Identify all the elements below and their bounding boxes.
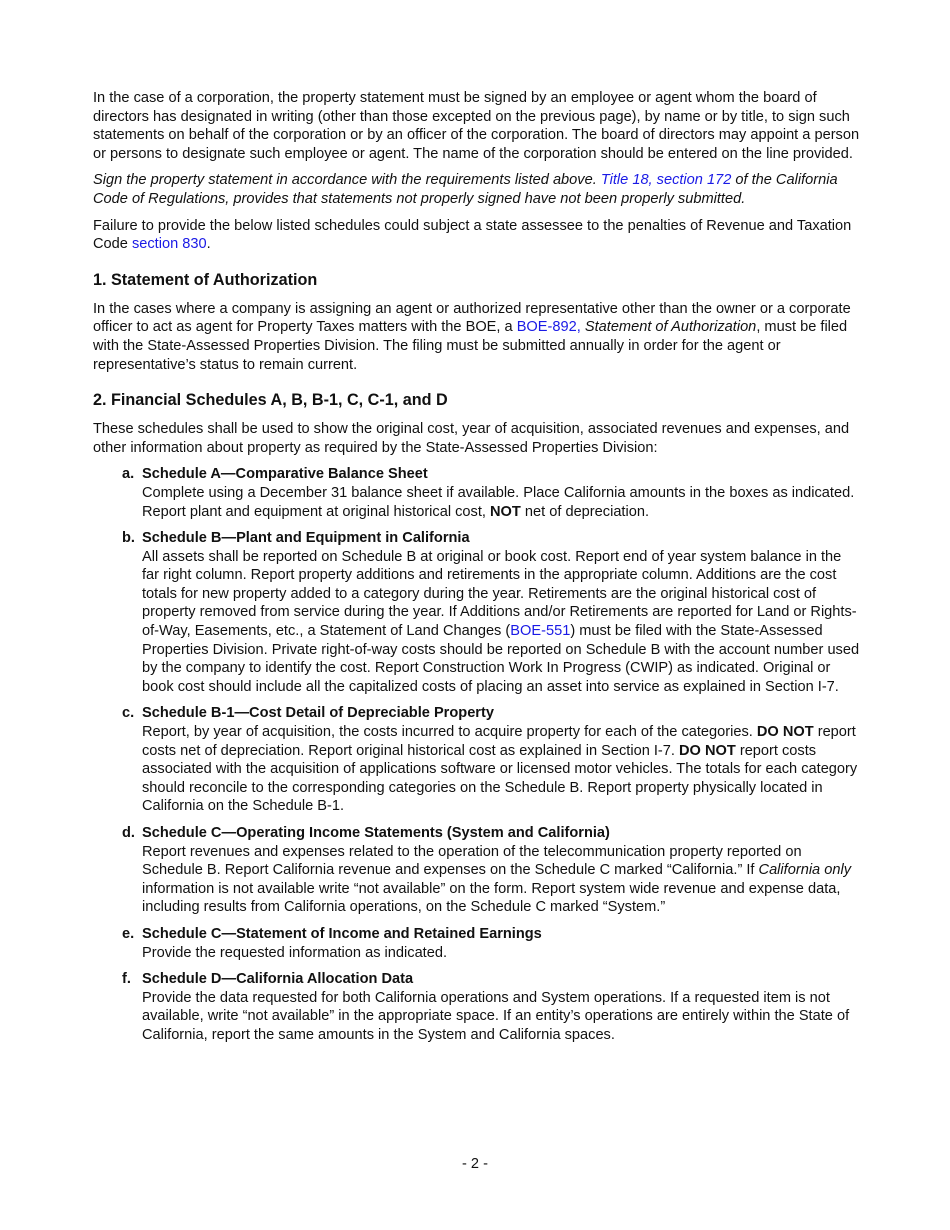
financial-schedules-heading: 2. Financial Schedules A, B, B-1, C, C-1, and D	[93, 391, 448, 410]
schedule-item-e	[93, 925, 861, 962]
item-letter: c.	[122, 705, 135, 722]
schedule-a-text: Complete using a December 31 balance sheet if available. Place California amounts in the boxes as indicated. Report plant and equipment at original historical cost,	[142, 484, 855, 520]
failure-text-end: .	[206, 236, 211, 253]
schedule-a-text-end: net of depreciation.	[520, 503, 650, 520]
schedule-item-a	[93, 465, 861, 521]
item-letter: a.	[122, 466, 135, 483]
schedule-c-income-text: Provide the requested information as indicated.	[142, 944, 448, 961]
emphasis-do-not: DO NOT	[756, 724, 814, 741]
schedule-b-title: Schedule B—Plant and Equipment in California	[142, 530, 470, 547]
schedule-item-c	[93, 704, 861, 816]
failure-paragraph	[93, 217, 861, 254]
signing-text: Sign the property statement in accordance with the requirements listed above.	[93, 172, 601, 189]
document-page	[93, 89, 861, 1053]
schedule-b1-text-middle: report costs net of depreciation. Report original historical cost as explained in Section I-7.	[142, 724, 856, 759]
financial-schedules-intro: These schedules shall be used to show the original cost, year of acquisition, associated revenues and expenses, and other information about property as required by the State-Assessed Properties Division:	[93, 421, 850, 456]
item-letter: b.	[122, 530, 135, 547]
statement-of-authorization-paragraph	[93, 300, 861, 374]
schedule-b1-title: Schedule B-1—Cost Detail of Depreciable Property	[142, 705, 494, 722]
title-18-section-172-link[interactable]: Title 18, section 172	[600, 172, 732, 189]
schedule-c-operating-title: Schedule C—Operating Income Statements (System and California)	[142, 825, 610, 841]
boe-892-link[interactable]: BOE-892,	[516, 319, 581, 336]
failure-text: Failure to provide the below listed schedules could subject a state assessee to the penalties of Revenue and Taxation Code	[93, 217, 852, 253]
signing-text-continued: of the California Code of Regulations, provides that statements not properly signed have not been properly submitted.	[93, 172, 838, 207]
authorization-text-continued: , must be filed with the State-Assessed Properties Division. The filing must be submitted annually in order for the agent or representative’s status to remain current.	[93, 319, 848, 373]
schedule-c-text-end: information is not available write “not available” on the form. Report system wide revenue and expense data, including results from California operations, on the Schedule C marked “System.”	[142, 880, 841, 916]
statement-of-authorization-title: Statement of Authorization	[584, 319, 757, 336]
schedule-item-f	[93, 970, 861, 1044]
page-number: - 2 -	[462, 1156, 488, 1172]
schedule-b1-text: Report, by year of acquisition, the costs incurred to acquire property for each of the categories.	[142, 724, 757, 741]
schedule-item-d	[93, 824, 861, 917]
corporation-paragraph: In the case of a corporation, the property statement must be signed by an employee or agent whom the board of directors has designated in writing (other than those excepted on the previous page), by name or by title, to sign such statements on behalf of the corporation or by an officer of the corporation. The board of directors may appoint a person or persons to designate such employee or agent. The name of the corporation should be entered on the line provided.	[93, 90, 860, 162]
item-letter: e.	[122, 925, 135, 942]
schedule-a-title: Schedule A—Comparative Balance Sheet	[142, 466, 428, 483]
emphasis-do-not: DO NOT	[679, 742, 736, 759]
item-letter: d.	[122, 825, 135, 841]
schedule-c-text: Report revenues and expenses related to the operation of the telecommunication property reported on Schedule B. Report California revenue and expenses on the Schedule C marked “California.” If	[142, 843, 802, 879]
item-letter: f.	[122, 971, 131, 988]
schedule-d-text: Provide the data requested for both California operations and System operations. If a requested item is not available, write “not available” in the appropriate space. If an entity’s operations are entirely within the State of California, report the same amounts in the System and California spaces.	[142, 989, 850, 1043]
schedule-b-text-end: ) must be filed with the State-Assessed Properties Division. Private right-of-way costs should be reported on Schedule B with the account number used by the company to identify the cost. Report Construction Work In Progress (CWIP) as indicated. Original or book cost should include all the capitalized costs of placing an asset into service as explained in Section I-7.	[142, 623, 860, 695]
schedule-b-text: All assets shall be reported on Schedule B at original or book cost. Report end of year system balance in the far right column. Report property additions and retirements in the appropriate column. Additions are the cost totals for new property added to a category during the year. Retirements are the original historical cost of property removed from service during the year. If Additions and/or Retirements are reported for Land or Rights-of-Way, Easements, etc., a Statement of Land Changes (	[142, 548, 857, 640]
authorization-text: In the cases where a company is assigning an agent or authorized representative other than the owner or a corporate officer to act as agent for Property Taxes matters with the BOE, a	[93, 300, 851, 336]
schedule-list	[93, 465, 861, 1044]
boe-551-link[interactable]: BOE-551	[510, 623, 571, 640]
emphasis-not: NOT	[490, 503, 521, 520]
section-830-link[interactable]: section 830	[131, 236, 207, 253]
schedule-b1-text-end: report costs associated with the acquisition of applications software or licensed motor vehicles. The totals for each category should reconcile to the corresponding categories on the Schedule B. Report property physically located in California on the Schedule B-1.	[142, 742, 858, 815]
schedule-d-title: Schedule D—California Allocation Data	[142, 971, 414, 988]
california-only-emphasis: California only	[758, 862, 852, 879]
signing-requirements-paragraph	[93, 171, 861, 208]
statement-of-authorization-heading: 1. Statement of Authorization	[93, 270, 318, 289]
schedule-c-income-title: Schedule C—Statement of Income and Retained Earnings	[142, 925, 542, 942]
schedule-item-b	[93, 529, 861, 696]
